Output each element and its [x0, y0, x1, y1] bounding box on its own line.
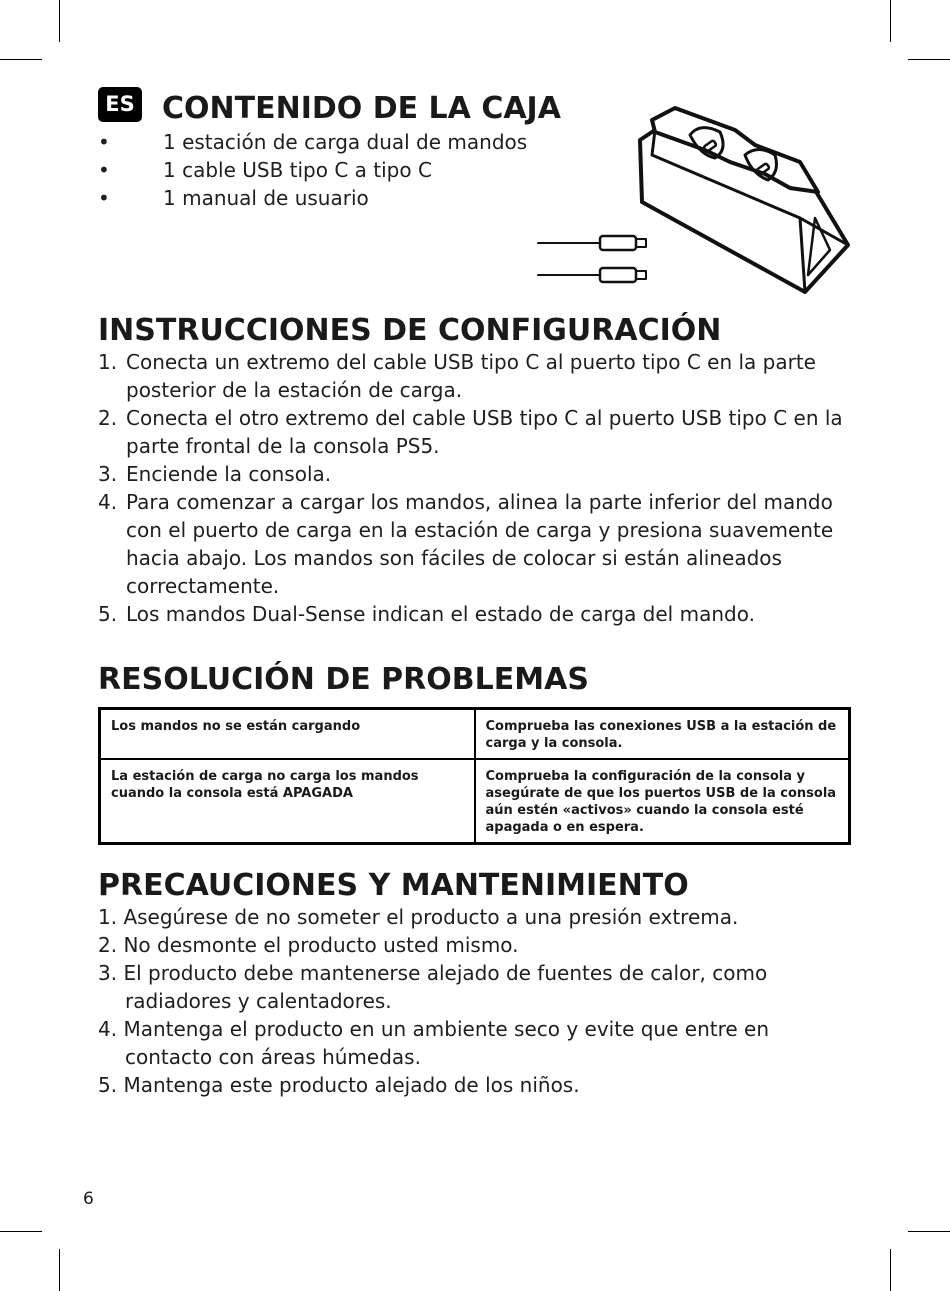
solution-cell: Comprueba la configuración de la consola y asegúrate de que los puertos USB de la consola aún estén «activos» cuando la consola esté apagada o en espera. [475, 759, 850, 844]
list-item: 3. El producto debe mantenerse alejado de fuentes de calor, como radiadores y calentadores. [98, 961, 768, 1013]
crop-mark [908, 1231, 950, 1232]
list-item: 5. Mantenga este producto alejado de los niños. [98, 1073, 580, 1097]
list-item: • 1 manual de usuario [98, 186, 369, 210]
language-badge: ES [98, 87, 142, 122]
setup-steps [98, 348, 858, 628]
crop-mark [0, 1231, 42, 1232]
charging-station-illustration [530, 100, 855, 300]
troubleshooting-table [98, 707, 851, 845]
page-number: 6 [83, 1189, 94, 1209]
crop-mark [908, 59, 950, 60]
list-item: 1. Asegúrese de no someter el producto a una presión extrema. [98, 905, 739, 929]
problem-cell: Los mandos no se están cargando [100, 709, 475, 760]
table-row [100, 759, 850, 844]
bullet: • [98, 158, 110, 182]
solution-cell: Comprueba las conexiones USB a la estación de carga y la consola. [475, 709, 850, 760]
list-item: 4. Mantenga el producto en un ambiente seco y evite que entre en contacto con áreas húmedas. [98, 1017, 770, 1069]
box-contents-list [98, 128, 527, 212]
list-item: 4. Para comenzar a cargar los mandos, alinea la parte inferior del mando con el puerto de carga en la estación de carga y presiona suavemente hacia abajo. Los mandos son fáciles de colocar si están alineados correctamente. [98, 490, 834, 598]
crop-mark [0, 59, 42, 60]
precautions-list [98, 903, 858, 1099]
bullet: • [98, 186, 110, 210]
troubleshooting-title: RESOLUCIÓN DE PROBLEMAS [98, 662, 589, 697]
list-item: 2. Conecta el otro extremo del cable USB tipo C al puerto USB tipo C en la parte frontal de la consola PS5. [98, 406, 843, 458]
bullet: • [98, 130, 110, 154]
list-item: • 1 cable USB tipo C a tipo C [98, 158, 432, 182]
list-item: 5. Los mandos Dual-Sense indican el estado de carga del mando. [98, 602, 755, 626]
box-contents-title: CONTENIDO DE LA CAJA [162, 91, 561, 126]
list-item: 1. Conecta un extremo del cable USB tipo C al puerto tipo C en la parte posterior de la estación de carga. [98, 350, 816, 402]
table-row [100, 709, 850, 760]
list-item: 2. No desmonte el producto usted mismo. [98, 933, 519, 957]
precautions-title: PRECAUCIONES Y MANTENIMIENTO [98, 868, 689, 903]
list-item: 3. Enciende la consola. [98, 462, 332, 486]
crop-mark [59, 1249, 60, 1291]
crop-mark [59, 0, 60, 42]
crop-mark [890, 0, 891, 42]
list-item: • 1 estación de carga dual de mandos [98, 130, 528, 154]
crop-mark [890, 1249, 891, 1291]
setup-title: INSTRUCCIONES DE CONFIGURACIÓN [98, 313, 722, 348]
problem-cell: La estación de carga no carga los mandos cuando la consola está APAGADA [100, 759, 475, 844]
